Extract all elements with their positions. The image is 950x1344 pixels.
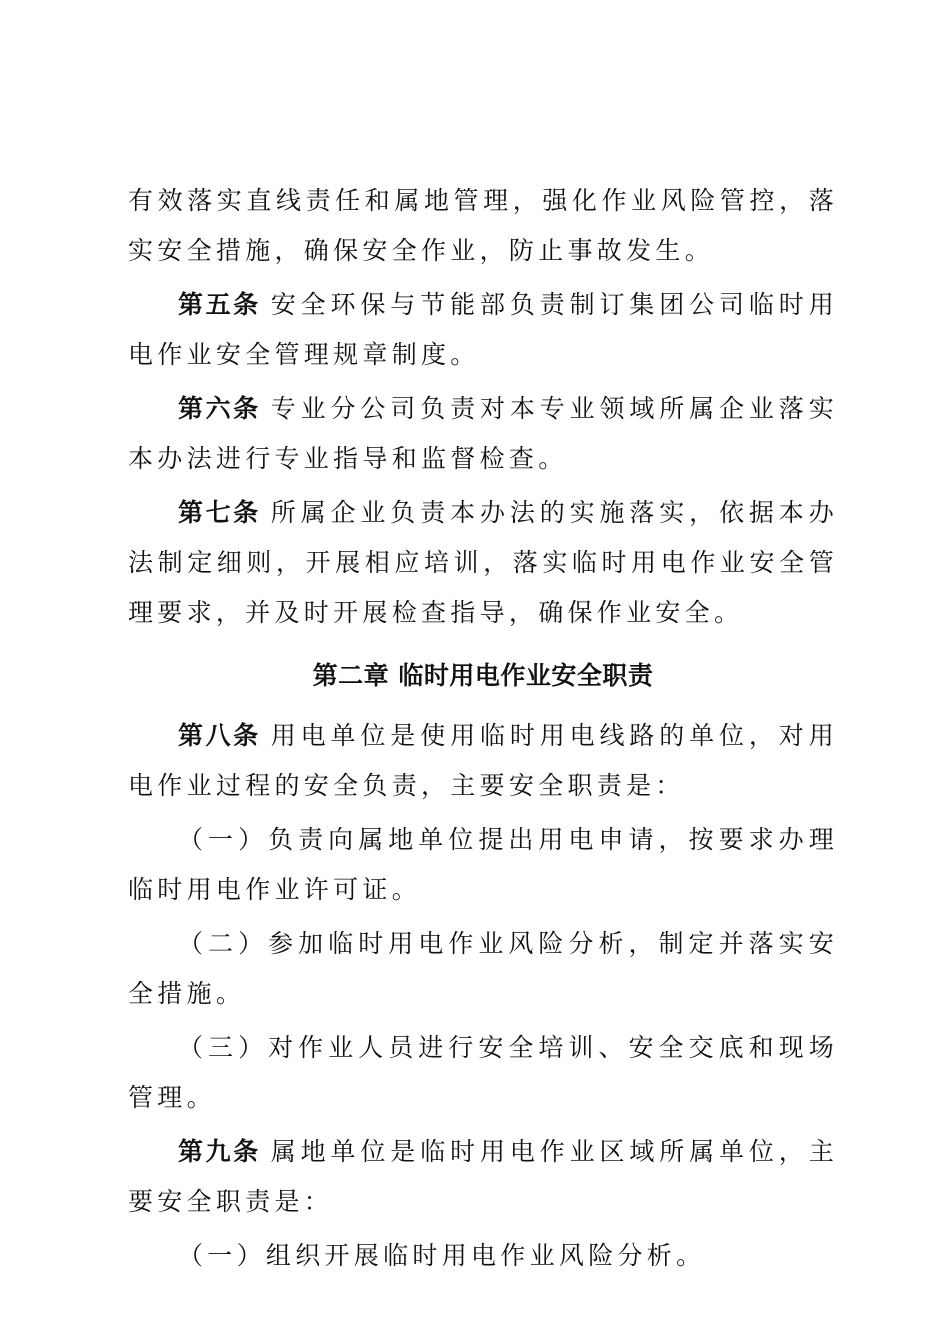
article-8 — [128, 711, 838, 811]
article-text: 安全环保与节能部负责制订集团公司临时用电作业安全管理规章制度。 — [128, 290, 838, 369]
document-page — [128, 176, 838, 1281]
article-text: 所属企业负责本办法的实施落实，依据本办法制定细则，开展相应培训，落实临时用电作业安全管理要求，并及时开展检查指导，确保作业安全。 — [128, 498, 838, 627]
article-8-item-1 — [128, 815, 838, 915]
article-text: 用电单位是使用临时用电线路的单位，对用电作业过程的安全负责，主要安全职责是： — [128, 721, 838, 800]
item-text: （一）组织开展临时用电作业风险分析。 — [178, 1241, 706, 1270]
item-text: （三）对作业人员进行安全培训、安全交底和现场管理。 — [128, 1033, 838, 1112]
article-8-item-2 — [128, 919, 838, 1019]
article-number: 第九条 — [178, 1137, 261, 1166]
chapter-heading: 第二章 临时用电作业安全职责 — [312, 661, 654, 690]
article-text: 专业分公司负责对本专业领域所属企业落实本办法进行专业指导和监督检查。 — [128, 394, 838, 473]
article-8-item-3 — [128, 1023, 838, 1123]
article-9 — [128, 1127, 838, 1227]
paragraph-continuation — [128, 176, 838, 276]
item-text: （二）参加临时用电作业风险分析，制定并落实安全措施。 — [128, 929, 838, 1008]
item-text: （一）负责向属地单位提出用电申请，按要求办理临时用电作业许可证。 — [128, 825, 838, 904]
article-5 — [128, 280, 838, 380]
article-9-item-1 — [128, 1231, 838, 1281]
article-number: 第六条 — [178, 394, 261, 423]
article-7 — [128, 488, 838, 638]
paragraph-text: 有效落实直线责任和属地管理，强化作业风险管控，落实安全措施，确保安全作业，防止事故发生。 — [128, 186, 838, 265]
article-6 — [128, 384, 838, 484]
article-number: 第七条 — [178, 498, 261, 527]
article-number: 第八条 — [178, 721, 261, 750]
article-text: 属地单位是临时用电作业区域所属单位，主要安全职责是： — [128, 1137, 838, 1216]
article-number: 第五条 — [178, 290, 261, 319]
